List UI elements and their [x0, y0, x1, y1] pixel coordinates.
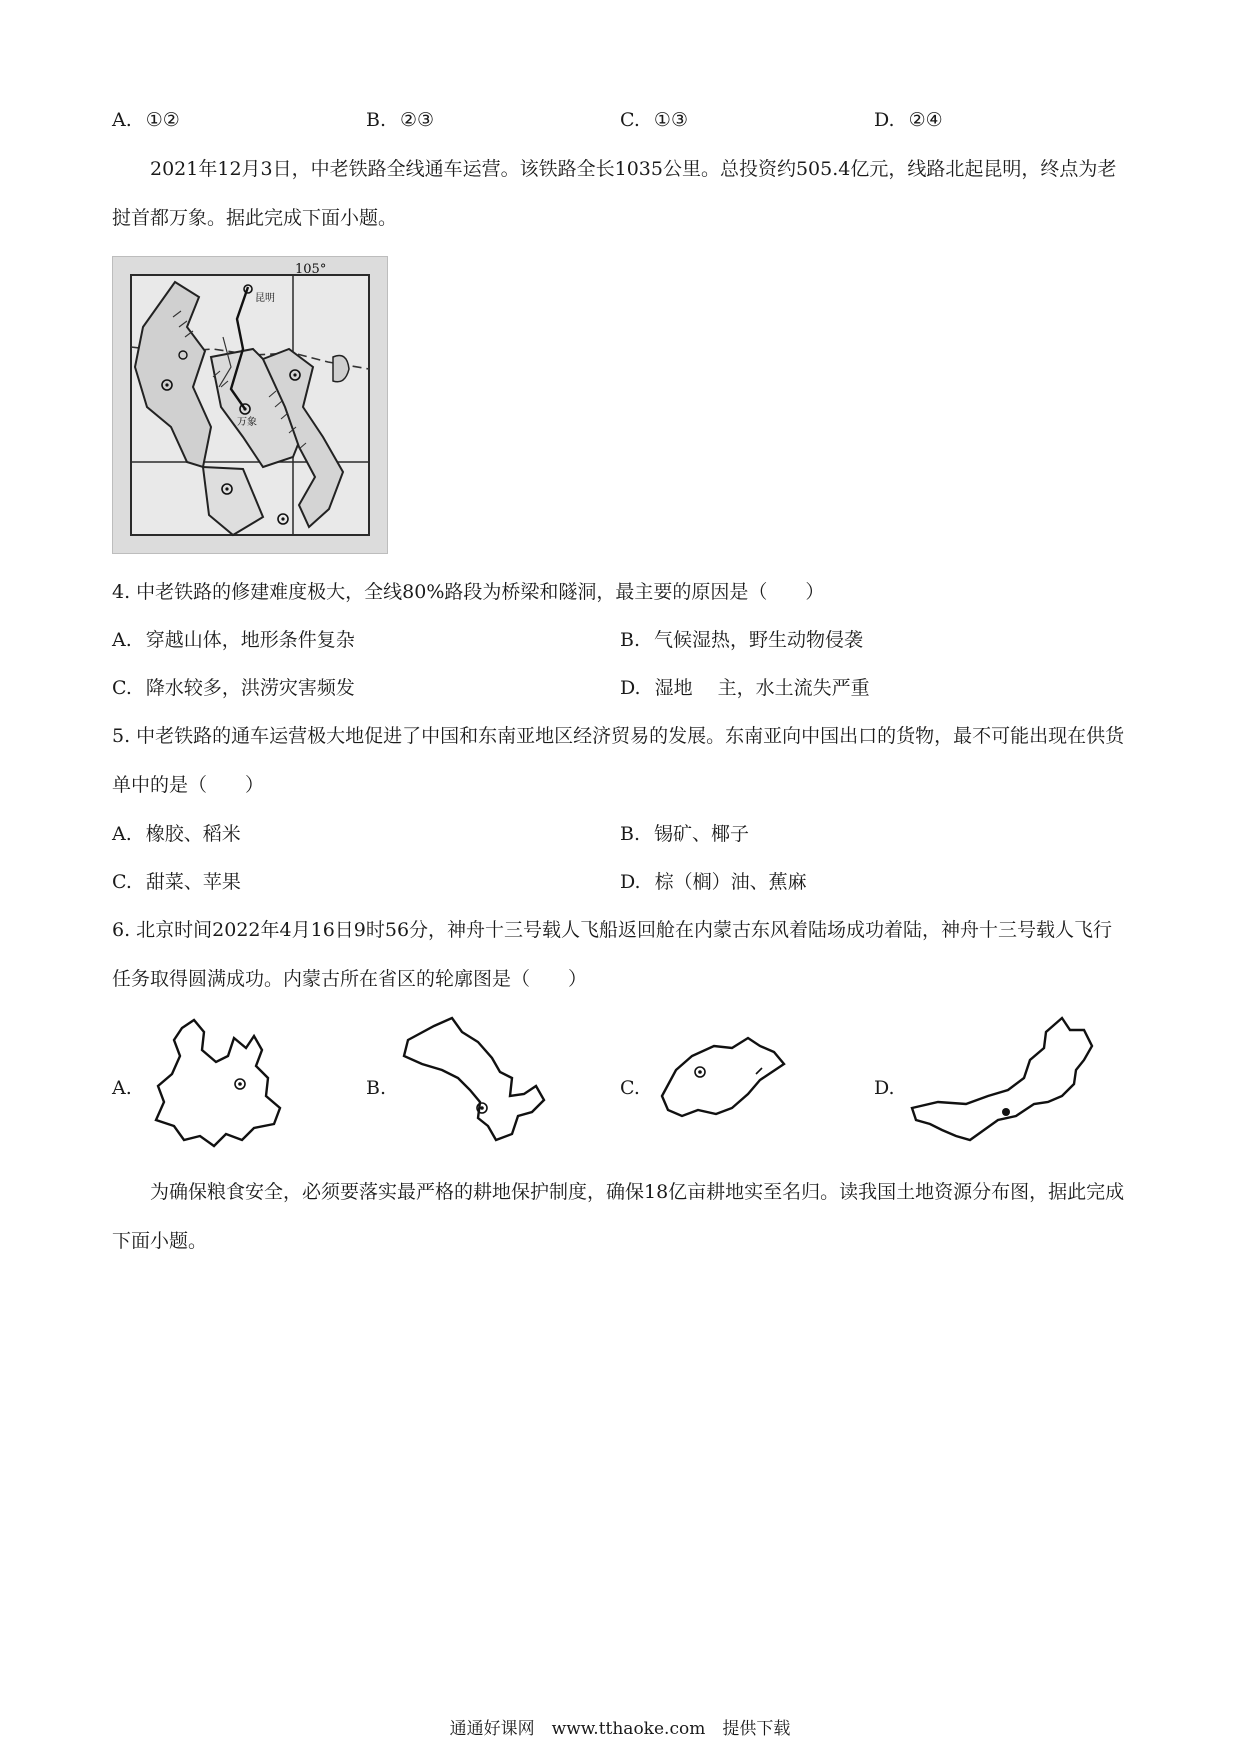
q4-stem: 4. 中老铁路的修建难度极大，全线80%路段为桥梁和隧洞，最主要的原因是（ ） [112, 581, 825, 603]
q5-stem: 5. 中老铁路的通车运营极大地促进了中国和东南亚地区经济贸易的发展。东南亚向中国出口的货物，最不可能出现在供货单中的是（ ） [112, 725, 1125, 796]
option-label: C. [620, 109, 640, 131]
option-text: ①③ [653, 109, 688, 131]
intro-paragraph-farmland: 为确保粮食安全，必须要落实最严格的耕地保护制度，确保18亿亩耕地实至名归。读我国土地资源分布图，据此完成下面小题。 [112, 1181, 1125, 1252]
option-text: 气候湿热，野生动物侵袭 [654, 629, 864, 651]
intro-paragraph-railway: 2021年12月3日，中老铁路全线通车运营。该铁路全长1035公里。总投资约505.4亿元，线路北起昆明，终点为老挝首都万象。据此完成下面小题。 [112, 158, 1117, 229]
option-label: B. [620, 629, 641, 651]
q6-option-b-label: B. [366, 1077, 387, 1099]
option-label: C. [112, 677, 132, 699]
q5-option-c [112, 870, 241, 894]
q3-option-c [620, 108, 688, 132]
map-graphic [113, 257, 387, 553]
option-label: B. [620, 823, 641, 845]
option-label: D. [620, 677, 641, 699]
page-footer: 通通好课网 www.tthaoke.com 提供下载 [449, 1719, 791, 1739]
option-text: 穿越山体，地形条件复杂 [145, 629, 355, 651]
q3-option-b [366, 108, 434, 132]
q6-stem: 6. 北京时间2022年4月16日9时56分，神舟十三号载人飞船返回舱在内蒙古东风着陆场成功着陆，神舟十三号载人飞行任务取得圆满成功。内蒙古所在省区的轮廓图是（ ） [112, 919, 1113, 990]
q3-option-d [874, 108, 943, 132]
option-text: 甜菜、苹果 [145, 871, 241, 893]
q4-option-c [112, 676, 355, 700]
q6-option-c-label: C. [620, 1077, 640, 1099]
q6-option-d-outline [908, 1016, 1098, 1156]
option-text: ①② [145, 109, 180, 131]
option-label: B. [366, 109, 387, 131]
q6-option-d-label: D. [874, 1077, 895, 1099]
map-city-vientiane: 万象 [237, 417, 257, 428]
q4-option-b [620, 628, 863, 652]
q6-option-c-outline [656, 1030, 806, 1130]
q6-option-b-outline [400, 1016, 570, 1150]
option-text: ②③ [400, 109, 435, 131]
option-label: D. [620, 871, 641, 893]
q3-option-a [112, 108, 180, 132]
map-city-kunming: 昆明 [255, 293, 275, 304]
option-label: A. [112, 823, 132, 845]
china-laos-railway-map [112, 256, 388, 554]
q5-option-b [620, 822, 749, 846]
option-text: 锡矿、椰子 [654, 823, 750, 845]
option-text: ②④ [908, 109, 943, 131]
q6-option-a-label: A. [112, 1077, 132, 1099]
q4-option-a [112, 628, 355, 652]
q6-option-a-outline [150, 1016, 300, 1150]
option-label: A. [112, 109, 132, 131]
option-label: C. [112, 871, 132, 893]
option-text: 橡胶、稻米 [145, 823, 241, 845]
option-label: D. [874, 109, 895, 131]
option-label: A. [112, 629, 132, 651]
q5-option-d [620, 870, 807, 894]
option-text: 湿地 主，水土流失严重 [654, 677, 870, 699]
option-text: 棕（榈）油、蕉麻 [654, 871, 807, 893]
option-text: 降水较多，洪涝灾害频发 [145, 677, 355, 699]
q5-option-a [112, 822, 241, 846]
q4-option-d [620, 676, 870, 700]
map-longitude-label: 105° [295, 262, 327, 277]
